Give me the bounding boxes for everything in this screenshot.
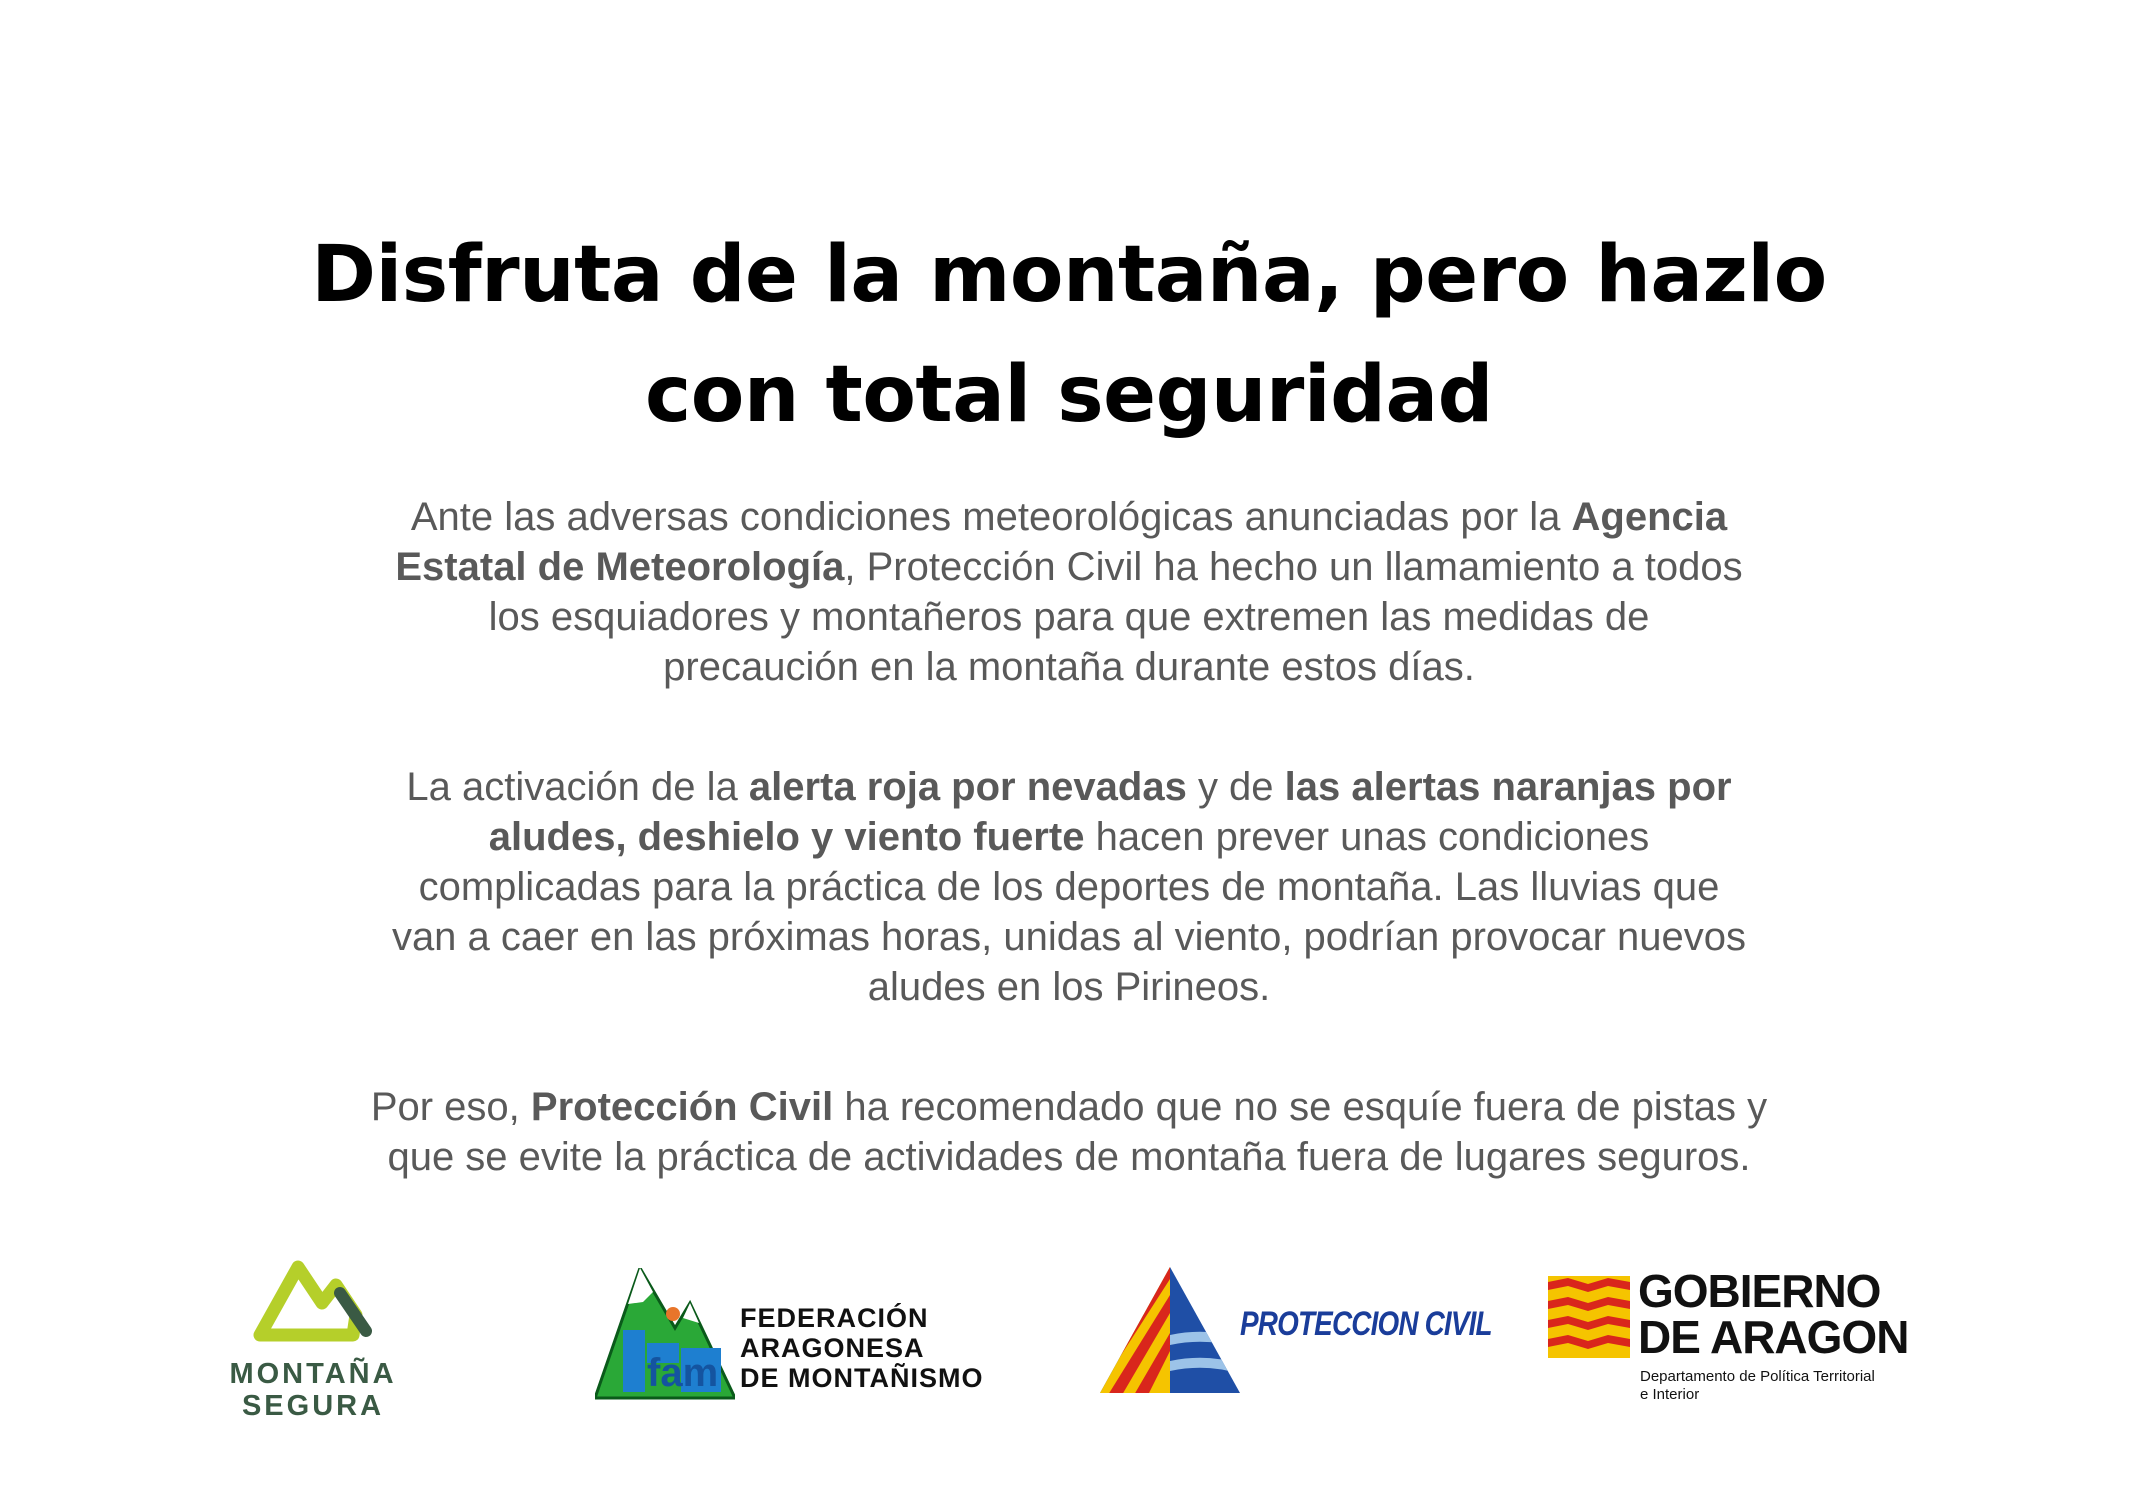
paragraph-1-line-1 [219, 492, 1919, 542]
title-line-1: Disfruta de la montaña, pero hazlo [311, 230, 1827, 320]
text-run: Ante las adversas condiciones meteorológicas anunciadas por la [410, 495, 1572, 539]
bold-run: Estatal de Meteorología [395, 545, 845, 589]
paragraph-2-line-2 [219, 812, 1919, 862]
gobierno-aragon-title [1638, 1265, 1909, 1363]
proteccion-civil-text: PROTECCION CIVIL [1240, 1305, 1492, 1343]
fam-line-2: ARAGONESA [740, 1333, 925, 1363]
paragraph-2-line-3: complicadas para la práctica de los deportes de montaña. Las lluvias que [418, 865, 1720, 909]
montana-segura-mountain-icon [218, 1255, 408, 1355]
text-run: hacen prever unas condiciones [1084, 815, 1650, 859]
fam-line-3: DE MONTAÑISMO [740, 1363, 984, 1393]
paragraph-3-line-2: que se evite la práctica de actividades de montaña fuera de lugares seguros. [387, 1135, 1751, 1179]
gobierno-aragon-sub-1: Departamento de Política Territorial [1640, 1368, 1875, 1385]
gobierno-aragon-sub-2: e Interior [1640, 1386, 1700, 1403]
bold-run: Agencia [1571, 495, 1728, 539]
page-title [269, 215, 1869, 455]
text-run: Por eso, [370, 1085, 531, 1129]
text-run: , Protección Civil ha hecho un llamamiento a todos [844, 545, 1743, 589]
fam-logo [595, 1268, 984, 1408]
paragraph-2-line-4: van a caer en las próximas horas, unidas al viento, podrían provocar nuevos [391, 915, 1747, 959]
proteccion-civil-logo [1098, 1265, 1492, 1400]
gobierno-aragon-logo [1548, 1265, 1933, 1413]
paragraph-3-line-1 [219, 1082, 1919, 1132]
paragraph-3 [219, 1082, 1919, 1182]
text-run: ha recomendado que no se esquíe fuera de pistas y [833, 1085, 1768, 1129]
montana-segura-logo [218, 1255, 408, 1422]
paragraph-1-line-2 [219, 542, 1919, 592]
montana-segura-line-1: MONTAÑA [229, 1358, 397, 1390]
fam-line-1: FEDERACIÓN [740, 1303, 929, 1333]
fam-mountain-icon [595, 1268, 735, 1403]
proteccion-civil-triangle-icon [1098, 1265, 1243, 1395]
fam-text [740, 1303, 984, 1393]
gobierno-aragon-line-2: DE ARAGON [1638, 1311, 1909, 1363]
text-run: y de [1186, 765, 1285, 809]
paragraph-1 [219, 492, 1919, 692]
title-line-2: con total seguridad [645, 350, 1493, 440]
paragraph-1-line-3: los esquiadores y montañeros para que extremen las medidas de [488, 595, 1650, 639]
gobierno-aragon-line-1: GOBIERNO [1638, 1265, 1881, 1317]
paragraph-1-line-4: precaución en la montaña durante estos días. [663, 645, 1475, 689]
aragon-flag-icon [1548, 1276, 1630, 1358]
paragraph-2 [219, 762, 1919, 1012]
bold-run: aludes, deshielo y viento fuerte [488, 815, 1085, 859]
paragraph-2-line-1 [219, 762, 1919, 812]
bold-run: alerta roja por nevadas [748, 765, 1187, 809]
bold-run: las alertas naranjas por [1284, 765, 1732, 809]
fam-mark-text: fam [647, 1351, 719, 1395]
bold-run: Protección Civil [530, 1085, 834, 1129]
gobierno-aragon-department [1640, 1368, 1875, 1404]
paragraph-2-line-5: aludes en los Pirineos. [867, 965, 1271, 1009]
text-run: La activación de la [406, 765, 749, 809]
montana-segura-line-2: SEGURA [241, 1390, 385, 1422]
